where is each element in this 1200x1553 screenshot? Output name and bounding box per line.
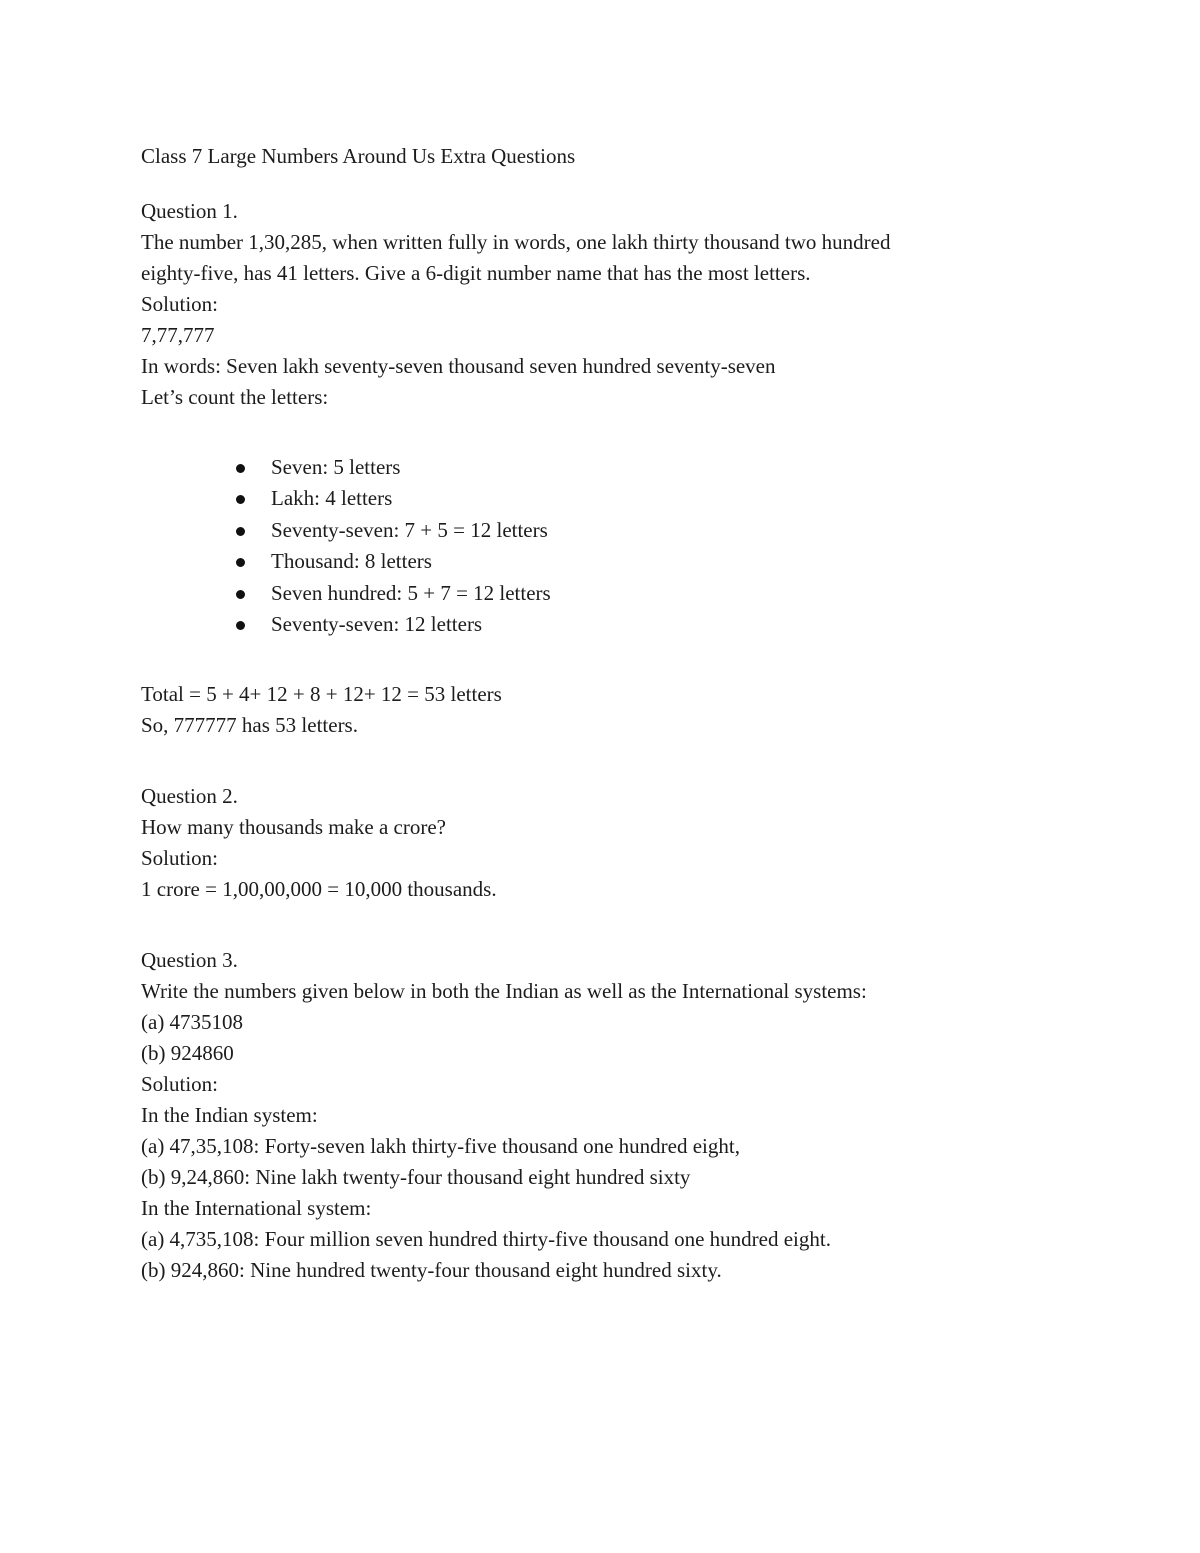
letter-count-list	[141, 452, 1041, 640]
list-item	[236, 452, 1041, 483]
spacer	[141, 905, 1041, 945]
list-item	[236, 609, 1041, 640]
spacer	[141, 172, 1041, 196]
question-2-text: How many thousands make a crore?	[141, 815, 446, 840]
spacer	[141, 640, 1041, 679]
list-item-text: Seven hundred: 5 + 7 = 12 letters	[271, 580, 551, 605]
question-1-count-intro: Let’s count the letters:	[141, 385, 329, 409]
bullet-icon	[236, 558, 245, 567]
question-3-international-a: (a) 4,735,108: Four million seven hundred thirty-five thousand one hundred eight.	[141, 1227, 831, 1252]
question-3-indian-b: (b) 9,24,860: Nine lakh twenty-four thousand eight hundred sixty	[141, 1165, 691, 1190]
question-3-indian-label: In the Indian system:	[141, 1103, 318, 1128]
question-3-heading: Question 3.	[141, 948, 238, 973]
document-page	[141, 141, 1041, 1286]
question-1-answer: 7,77,777	[141, 323, 215, 347]
spacer	[141, 413, 1041, 452]
list-item-text: Thousand: 8 letters	[271, 549, 432, 574]
list-item	[236, 515, 1041, 546]
question-2-heading: Question 2.	[141, 784, 238, 809]
question-3-solution-label: Solution:	[141, 1072, 219, 1097]
question-3-part-a: (a) 4735108	[141, 1010, 244, 1035]
list-item	[236, 578, 1041, 609]
bullet-icon	[236, 590, 245, 599]
question-1-in-words: In words: Seven lakh seventy-seven thousand seven hundred seventy-seven	[141, 354, 776, 378]
document-title: Class 7 Large Numbers Around Us Extra Questions	[141, 144, 576, 168]
bullet-icon	[236, 527, 245, 536]
question-1-solution-label: Solution:	[141, 292, 219, 316]
question-1-text-line-2: eighty-five, has 41 letters. Give a 6-digit number name that has the most letters.	[141, 261, 811, 285]
question-3-international-b: (b) 924,860: Nine hundred twenty-four thousand eight hundred sixty.	[141, 1258, 722, 1283]
bullet-icon	[236, 464, 245, 473]
list-item	[236, 546, 1041, 577]
question-1-total: Total = 5 + 4+ 12 + 8 + 12+ 12 = 53 letters	[141, 682, 502, 707]
spacer	[141, 741, 1041, 781]
question-2-solution-label: Solution:	[141, 846, 219, 871]
list-item-text: Lakh: 4 letters	[271, 486, 393, 511]
question-3-international-label: In the International system:	[141, 1196, 372, 1221]
question-3-indian-a: (a) 47,35,108: Forty-seven lakh thirty-five thousand one hundred eight,	[141, 1134, 740, 1159]
bullet-icon	[236, 621, 245, 630]
question-1-heading: Question 1.	[141, 199, 238, 223]
bullet-icon	[236, 495, 245, 504]
list-item-text: Seven: 5 letters	[271, 455, 401, 479]
question-2-answer: 1 crore = 1,00,00,000 = 10,000 thousands.	[141, 877, 497, 902]
list-item	[236, 483, 1041, 514]
list-item-text: Seventy-seven: 12 letters	[271, 611, 483, 636]
question-3-text: Write the numbers given below in both the Indian as well as the International systems:	[141, 979, 867, 1004]
question-1-text-line-1: The number 1,30,285, when written fully in words, one lakh thirty thousand two hundred	[141, 230, 891, 254]
question-1-conclusion: So, 777777 has 53 letters.	[141, 713, 358, 738]
question-3-part-b: (b) 924860	[141, 1041, 234, 1066]
list-item-text: Seventy-seven: 7 + 5 = 12 letters	[271, 517, 548, 542]
